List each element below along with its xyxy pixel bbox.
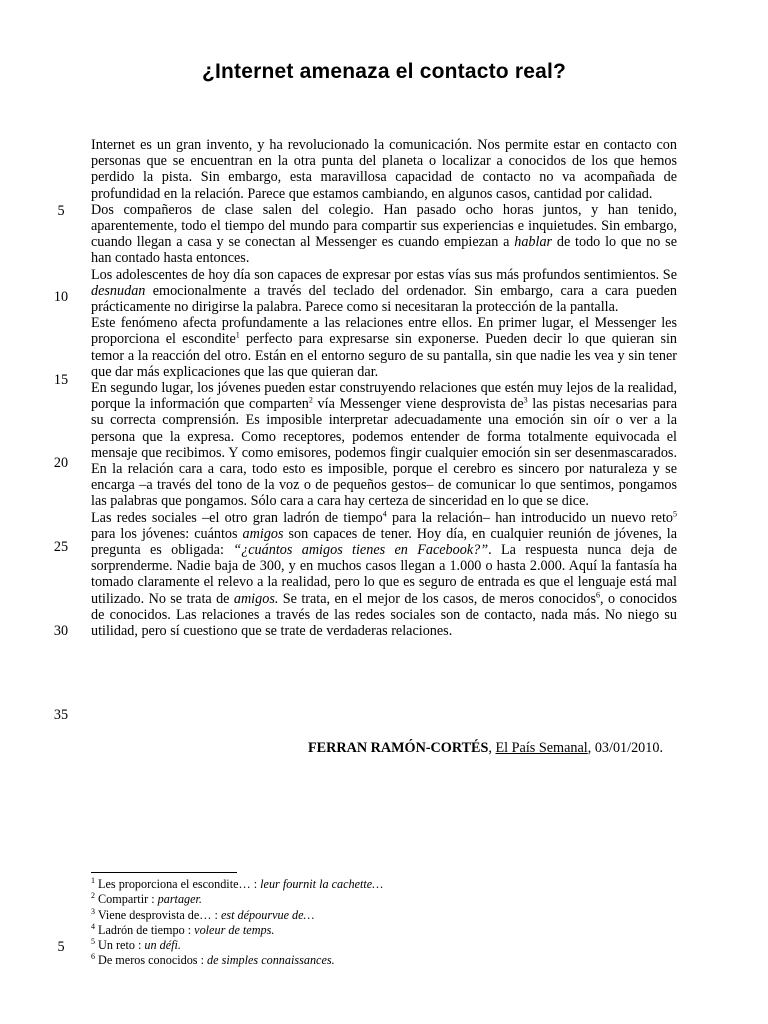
line-number: 20 [53,455,69,471]
footnote [91,908,671,923]
article-body [91,137,677,639]
footnote-ref: 1 [235,330,240,340]
paragraph [91,315,677,380]
footnote-spanish: Ladrón de tiempo : [95,922,195,937]
footnote-line-number: 5 [57,939,65,955]
text-run: , o conocidos de conocidos. Las relaciones a través de las redes sociales son de contacto, nada más. No niego su utilidad, pero sí cuestiono que se trate de verdaderas relaciones. [91,590,677,640]
publication-name: El País Semanal [495,740,588,756]
footnote-number: 3 [91,906,95,916]
paragraph [91,202,677,267]
line-number: 5 [57,203,65,219]
text-run: Los adolescentes de hoy día son capaces de expresar por estas vías sus más profundos sentimientos. Se [91,266,677,283]
emphasis: amigos. [233,590,279,607]
paragraph [91,510,677,640]
footnote [91,877,671,892]
footnote-french: partager. [157,892,202,907]
paragraph [91,137,677,202]
footnote-ref: 5 [673,508,678,518]
footnote-french: un défi. [144,938,181,953]
footnote-french: est dépourvue de… [220,907,315,922]
footnote-number: 5 [91,937,95,947]
text-run: de todo lo que no se han contado hasta entonces. [91,234,678,267]
footnote-spanish: De meros conocidos : [95,953,208,968]
footnote-number: 2 [91,891,95,901]
line-number: 35 [53,707,69,723]
line-number: 25 [53,539,69,555]
footnote-ref: 2 [308,395,313,405]
signature-separator: , [488,740,496,756]
text-run: . La respuesta nunca deja de sorprenderme. Nadie baja de 300, y en muchos casos llegan a 1.000 o hasta 2.000. Aquí la fantasía ha tomado claramente el relevo a la realidad, pero lo que es seguro de entrada es que el lenguaje está mal utilizado. No se trata de [91,542,677,607]
emphasis: desnudan [91,282,146,299]
text-run: Se trata, en el mejor de los casos, de meros conocidos [278,590,597,607]
footnote-number: 1 [91,875,95,885]
text-run: las pistas necesarias para su correcta comprensión. Es imposible interpretar adecuadamente una emoción sin oír o ver a la persona que la expresa. Como receptores, podemos entender de forma totalmente equivocada el mensaje que recibimos. Y como emisores, podemos fingir cualquier emoción sin ser desenmascarados. En la relación cara a cara, todo esto es imposible, porque el cerebro es sincero por naturaleza y se encarga –a través del tono de la voz o de pequeños gestos– de comunicar lo que sentimos, pongamos las palabras que pongamos. Sólo cara a cara hay certeza de sinceridad en lo que se dice. [91,396,678,510]
text-run: Este fenómeno afecta profundamente a las relaciones entre ellos. En primer lugar, el Messenger les proporciona el escondite [91,315,677,348]
text-run: Las redes sociales –el otro gran ladrón de tiempo [91,509,383,526]
line-number: 10 [53,289,69,305]
emphasis: hablar [514,234,553,251]
footnote-spanish: Compartir : [95,892,158,907]
text-run: Dos compañeros de clase salen del colegio. Han pasado ocho horas juntos, y han tenido, aparentemente, todo el tiempo del mundo para compartir sus experiencias e inquietudes. Sin embargo, cuando llegan a casa y se conectan al Messenger es cuando empiezan a [91,201,677,251]
text-run: Internet es un gran invento, y ha revolucionado la comunicación. Nos permite estar en contacto con personas que se encuentran en la otra punta del planeta o localizar a conocidos de los que hemos perdido la pista. Sin embargo, esta maravillosa capacidad de contacto no va acompañada de profundidad en la relación. Parece que estamos cambiando, en algunos casos, cantidad por calidad. [91,137,677,202]
footnote-spanish: Les proporciona el escondite… : [95,877,261,891]
author-name: FERRAN RAMÓN-CORTÉS [308,740,489,756]
text-run: para la relación– han introducido un nuevo reto [386,509,674,526]
footnote-ref: 3 [523,395,528,405]
footnote [91,892,671,907]
line-number: 15 [53,372,69,388]
footnotes [91,877,671,969]
signature [91,740,663,757]
paragraph [91,380,677,510]
text-run: emocionalmente a través del teclado del ordenador. Sin embargo, cara a cara pueden prácticamente no dirigirse la palabra. Parece como si necesitaran la protección de la pantalla. [91,282,677,316]
line-number: 30 [53,623,69,639]
footnote [91,938,671,953]
text-run: son capaces de tener. Hoy día, en cualquier reunión de jóvenes, la pregunta es obligada: [91,525,677,559]
emphasis: “¿cuántos amigos tienes en Facebook?” [233,542,489,559]
footnote-spanish: Viene desprovista de… : [95,907,221,922]
text-run: vía Messenger viene desprovista de [312,396,524,413]
footnote-number: 4 [91,921,95,931]
footnote-french: voleur de temps. [194,922,275,937]
footnote [91,923,671,938]
footnote [91,953,671,968]
text-run: En segundo lugar, los jóvenes pueden estar construyendo relaciones que estén muy lejos de la realidad, porque la información que comparten [91,380,677,413]
text-run: para los jóvenes: cuántos [91,525,243,542]
footnote-divider [91,872,237,873]
footnote-number: 6 [91,952,95,962]
footnote-french: de simples connaissances. [207,953,335,968]
footnote-french: leur fournit la cachette… [260,877,384,891]
footnote-ref: 6 [596,589,601,599]
publication-date: , 03/01/2010. [587,740,663,756]
text-run: perfecto para expresarse sin exponerse. Pueden decir lo que quieran sin temor a la reacción del otro. Están en el entorno seguro de su pantalla, sin que nadie les vea y sin tener que dar más explicaciones que las que quieran dar. [91,331,677,380]
paragraph [91,267,677,316]
emphasis: amigos [242,525,284,542]
footnote-ref: 4 [382,508,387,518]
footnote-spanish: Un reto : [95,938,145,953]
article-title: ¿Internet amenaza el contacto real? [201,60,567,83]
